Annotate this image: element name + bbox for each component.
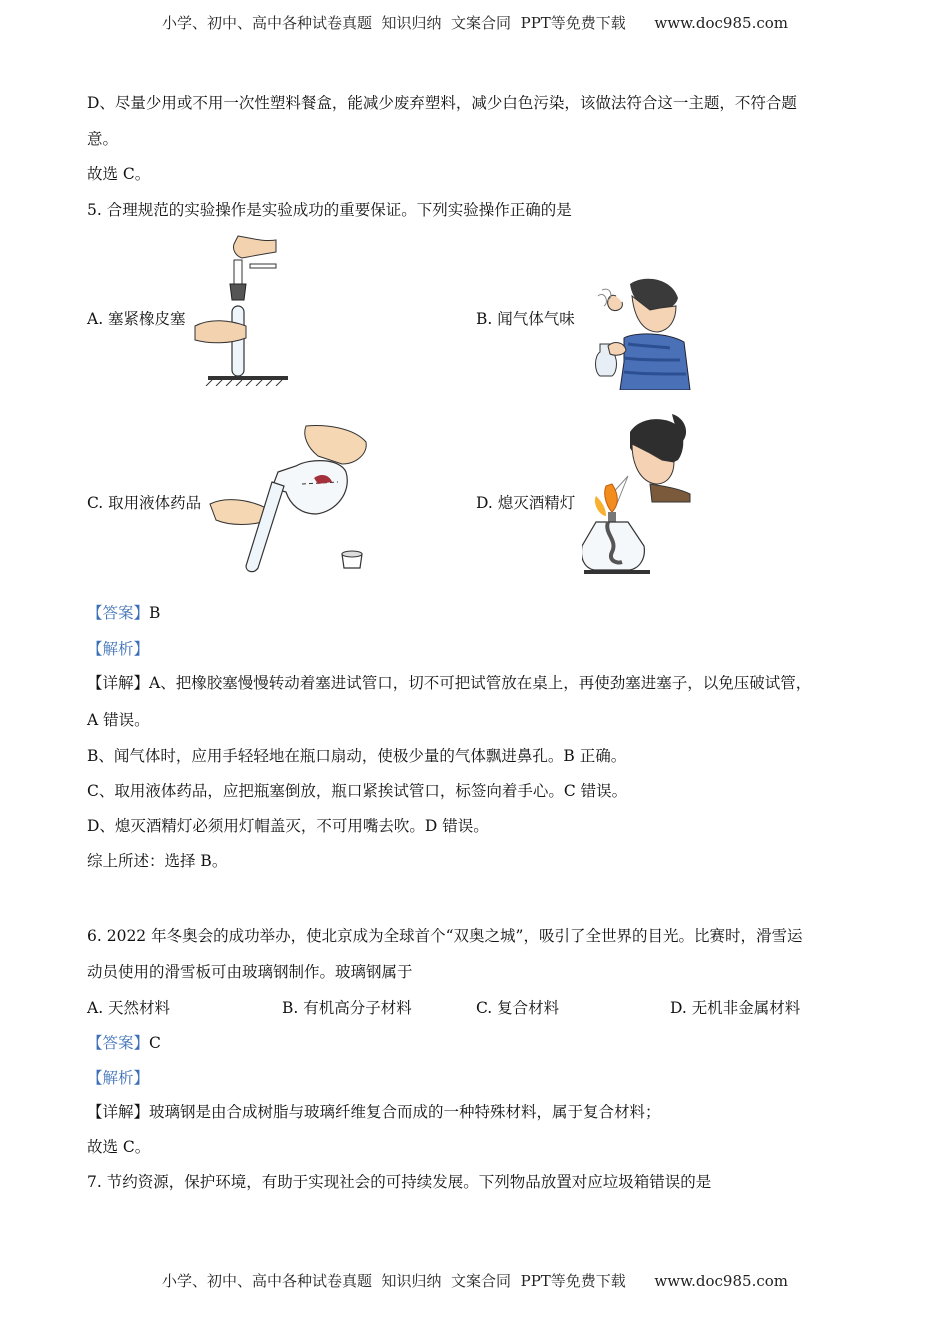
figure-alcohol-lamp xyxy=(582,412,694,578)
q6-analysis xyxy=(87,1066,149,1088)
prev-conclusion: 故选 C。 xyxy=(87,165,151,183)
q5-option-a: A. 塞紧橡皮塞 xyxy=(87,310,186,328)
q5-answer xyxy=(87,601,160,623)
q5-option-b: B. 闻气体气味 xyxy=(476,310,575,328)
figure-pouring-liquid xyxy=(206,422,372,574)
prev-option-d-line1: D、尽量少用或不用一次性塑料餐盒，能减少废弃塑料，减少白色污染，该做法符合这一主题，不符合题 xyxy=(87,94,797,112)
q5-stem: 5. 合理规范的实验操作是实验成功的重要保证。下列实验操作正确的是 xyxy=(87,201,572,219)
answer-tag: 【答案】 xyxy=(87,604,150,622)
q5-detail-line1 xyxy=(87,671,811,693)
analysis-tag: 【解析】 xyxy=(87,640,150,658)
q6-option-a: A. 天然材料 xyxy=(87,999,171,1017)
q6-stem-line1: 6. 2022 年冬奥会的成功举办，使北京成为全球首个“双奥之城”，吸引了全世界的目光。比赛时，滑雪运 xyxy=(87,927,803,945)
q5-detail-c: C、取用液体药品，应把瓶塞倒放，瓶口紧挨试管口，标签向着手心。C 错误。 xyxy=(87,782,628,800)
q6-option-d: D. 无机非金属材料 xyxy=(670,999,801,1017)
q5-option-c: C. 取用液体药品 xyxy=(87,494,202,512)
figure-stopper-on-table xyxy=(190,234,290,386)
q6-stem-line2: 动员使用的滑雪板可由玻璃钢制作。玻璃钢属于 xyxy=(87,963,413,981)
q5-analysis xyxy=(87,637,149,659)
prev-option-d-line2: 意。 xyxy=(87,130,119,148)
q7-stem: 7. 节约资源，保护环境，有助于实现社会的可持续发展。下列物品放置对应垃圾箱错误的是 xyxy=(87,1173,712,1191)
q5-detail-d: D、熄灭酒精灯必须用灯帽盖灭，不可用嘴去吹。D 错误。 xyxy=(87,817,489,835)
q6-answer xyxy=(87,1031,161,1053)
analysis-tag: 【解析】 xyxy=(87,1069,150,1087)
q6-detail xyxy=(87,1100,661,1122)
q6-option-b: B. 有机高分子材料 xyxy=(282,999,412,1017)
q6-option-c: C. 复合材料 xyxy=(476,999,560,1017)
q5-detail-line2: A 错误。 xyxy=(87,711,150,729)
answer-value: B xyxy=(149,604,161,622)
q6-conclusion: 故选 C。 xyxy=(87,1138,151,1156)
answer-value: C xyxy=(149,1034,161,1052)
q5-detail-b: B、闻气体时，应用手轻轻地在瓶口扇动，使极少量的气体飘进鼻孔。B 正确。 xyxy=(87,747,627,765)
figure-smelling-gas xyxy=(594,276,694,390)
page-footer: 小学、初中、高中各种试卷真题 知识归纳 文案合同 PPT等免费下载 www.doc985.com xyxy=(161,1272,788,1290)
page-header: 小学、初中、高中各种试卷真题 知识归纳 文案合同 PPT等免费下载 www.doc985.com xyxy=(161,14,788,32)
detail-tag: 【详解】 xyxy=(87,1103,150,1121)
detail-tag: 【详解】 xyxy=(87,674,150,692)
q5-option-d: D. 熄灭酒精灯 xyxy=(476,494,576,512)
answer-tag: 【答案】 xyxy=(87,1034,150,1052)
q5-summary: 综上所述：选择 B。 xyxy=(87,852,228,870)
detail-text: A、把橡胶塞慢慢转动着塞进试管口，切不可把试管放在桌上，再使劲塞进塞子，以免压破试管， xyxy=(149,674,812,692)
detail-text: 玻璃钢是由合成树脂与玻璃纤维复合而成的一种特殊材料，属于复合材料； xyxy=(149,1103,661,1121)
